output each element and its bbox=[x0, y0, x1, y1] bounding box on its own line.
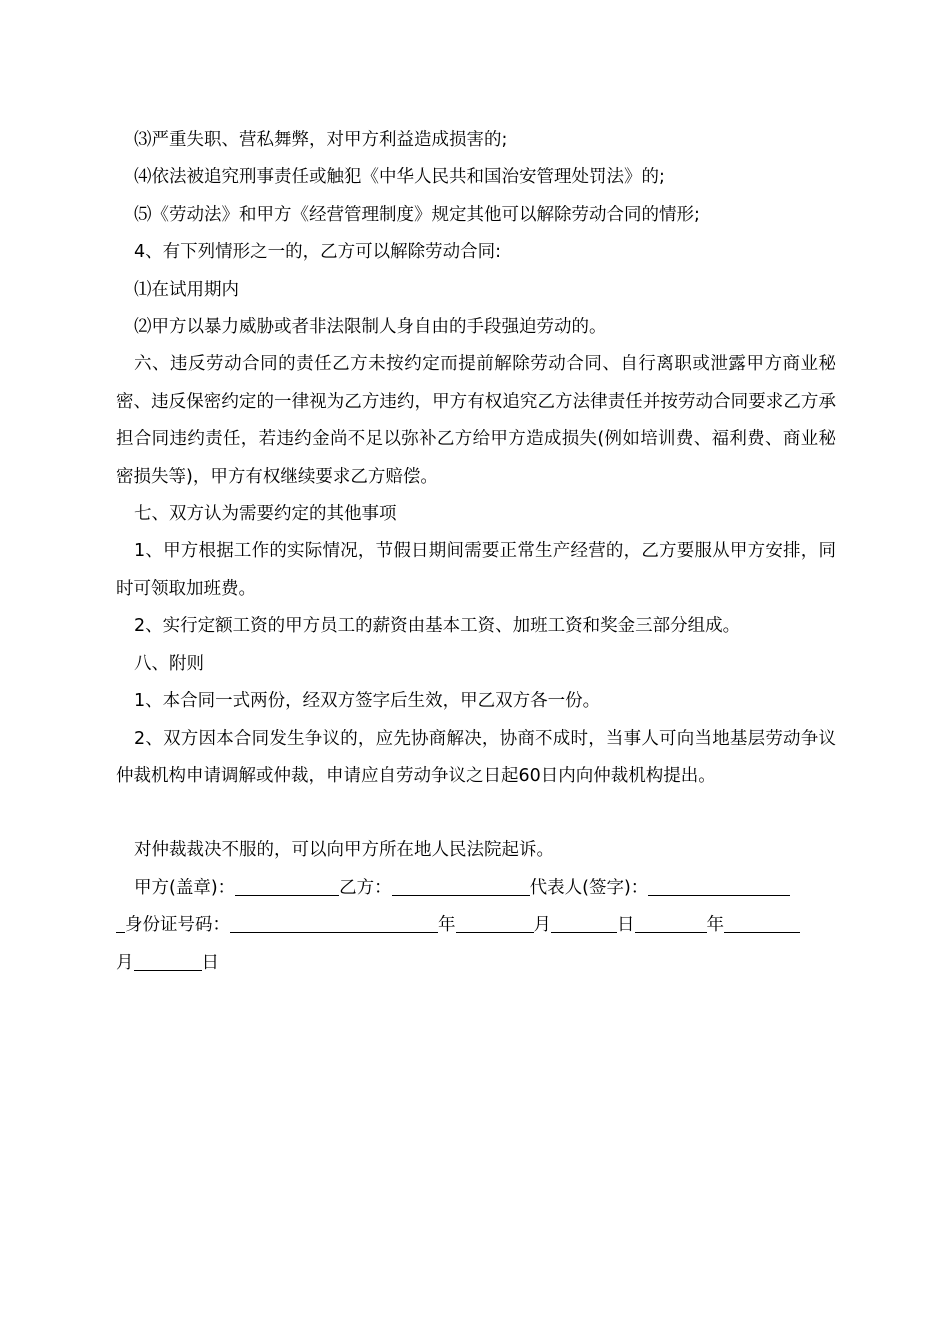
signature-line-1 bbox=[116, 870, 836, 907]
year-blank-1[interactable] bbox=[456, 912, 534, 933]
blank-line bbox=[116, 795, 836, 832]
section-six: 六、违反劳动合同的责任乙方未按约定而提前解除劳动合同、自行离职或泄露甲方商业秘密、违反保密约定的一律视为乙方违约，甲方有权追究乙方法律责任并按劳动合同要求乙方承担合同违约责任，若违约金尚不足以弥补乙方给甲方造成损失(例如培训费、福利费、商业秘密损失等)，甲方有权继续要求乙方赔偿。 bbox=[116, 354, 836, 487]
signature-line-3 bbox=[116, 945, 836, 982]
section-seven-item-2: 2、实行定额工资的甲方员工的薪资由基本工资、加班工资和奖金三部分组成。 bbox=[134, 616, 741, 637]
party-a-blank[interactable] bbox=[235, 875, 339, 896]
clause-item-3: ⑶严重失职、营私舞弊，对甲方利益造成损害的; bbox=[134, 130, 508, 150]
party-a-label: 甲方(盖章)： bbox=[134, 877, 236, 898]
closing-statement: 对仲裁裁决不服的，可以向甲方所在地人民法院起诉。 bbox=[134, 840, 554, 861]
clause-item-1: ⑴在试用期内 bbox=[134, 279, 239, 300]
year-label-1: 年 bbox=[438, 915, 456, 936]
party-b-label: 乙方： bbox=[339, 877, 392, 898]
representative-label: 代表人(签字)： bbox=[529, 877, 649, 898]
clause-item-2: ⑵甲方以暴力威胁或者非法限制人身自由的手段强迫劳动的。 bbox=[134, 317, 607, 338]
section-seven-heading: 七、双方认为需要约定的其他事项 bbox=[134, 504, 397, 525]
day-blank-1[interactable] bbox=[635, 912, 707, 933]
document-body bbox=[116, 122, 836, 982]
id-number-label: 身份证号码： bbox=[125, 915, 230, 936]
clause-heading-4: 4、有下列情形之一的，乙方可以解除劳动合同: bbox=[134, 242, 502, 263]
month-blank-2[interactable] bbox=[134, 950, 202, 971]
day-label-1: 日 bbox=[617, 915, 635, 936]
month-label-2: 月 bbox=[116, 952, 134, 973]
year-blank-2[interactable] bbox=[724, 912, 800, 933]
section-eight-item-2: 2、双方因本合同发生争议的，应先协商解决，协商不成时，当事人可向当地基层劳动争议仲裁机构申请调解或仲裁，申请应自劳动争议之日起60日内向仲裁机构提出。 bbox=[116, 728, 836, 786]
section-eight-heading: 八、附则 bbox=[134, 653, 204, 674]
month-label-1: 月 bbox=[533, 915, 551, 936]
representative-blank[interactable] bbox=[648, 875, 790, 896]
section-eight-item-1: 1、本合同一式两份，经双方签字后生效，甲乙双方各一份。 bbox=[134, 691, 601, 712]
month-blank-1[interactable] bbox=[551, 912, 617, 933]
clause-item-4: ⑷依法被追究刑事责任或触犯《中华人民共和国治安管理处罚法》的; bbox=[134, 167, 665, 188]
day-label-2: 日 bbox=[201, 952, 219, 973]
signature-line-2 bbox=[116, 907, 836, 944]
id-number-blank[interactable] bbox=[230, 912, 438, 933]
party-b-blank[interactable] bbox=[392, 875, 530, 896]
clause-item-5: ⑸《劳动法》和甲方《经营管理制度》规定其他可以解除劳动合同的情形; bbox=[134, 204, 700, 225]
section-seven-item-1: 1、甲方根据工作的实际情况，节假日期间需要正常生产经营的，乙方要服从甲方安排，同时可领取加班费。 bbox=[116, 541, 836, 599]
year-label-2: 年 bbox=[706, 915, 724, 936]
id-leading-blank bbox=[116, 912, 125, 933]
